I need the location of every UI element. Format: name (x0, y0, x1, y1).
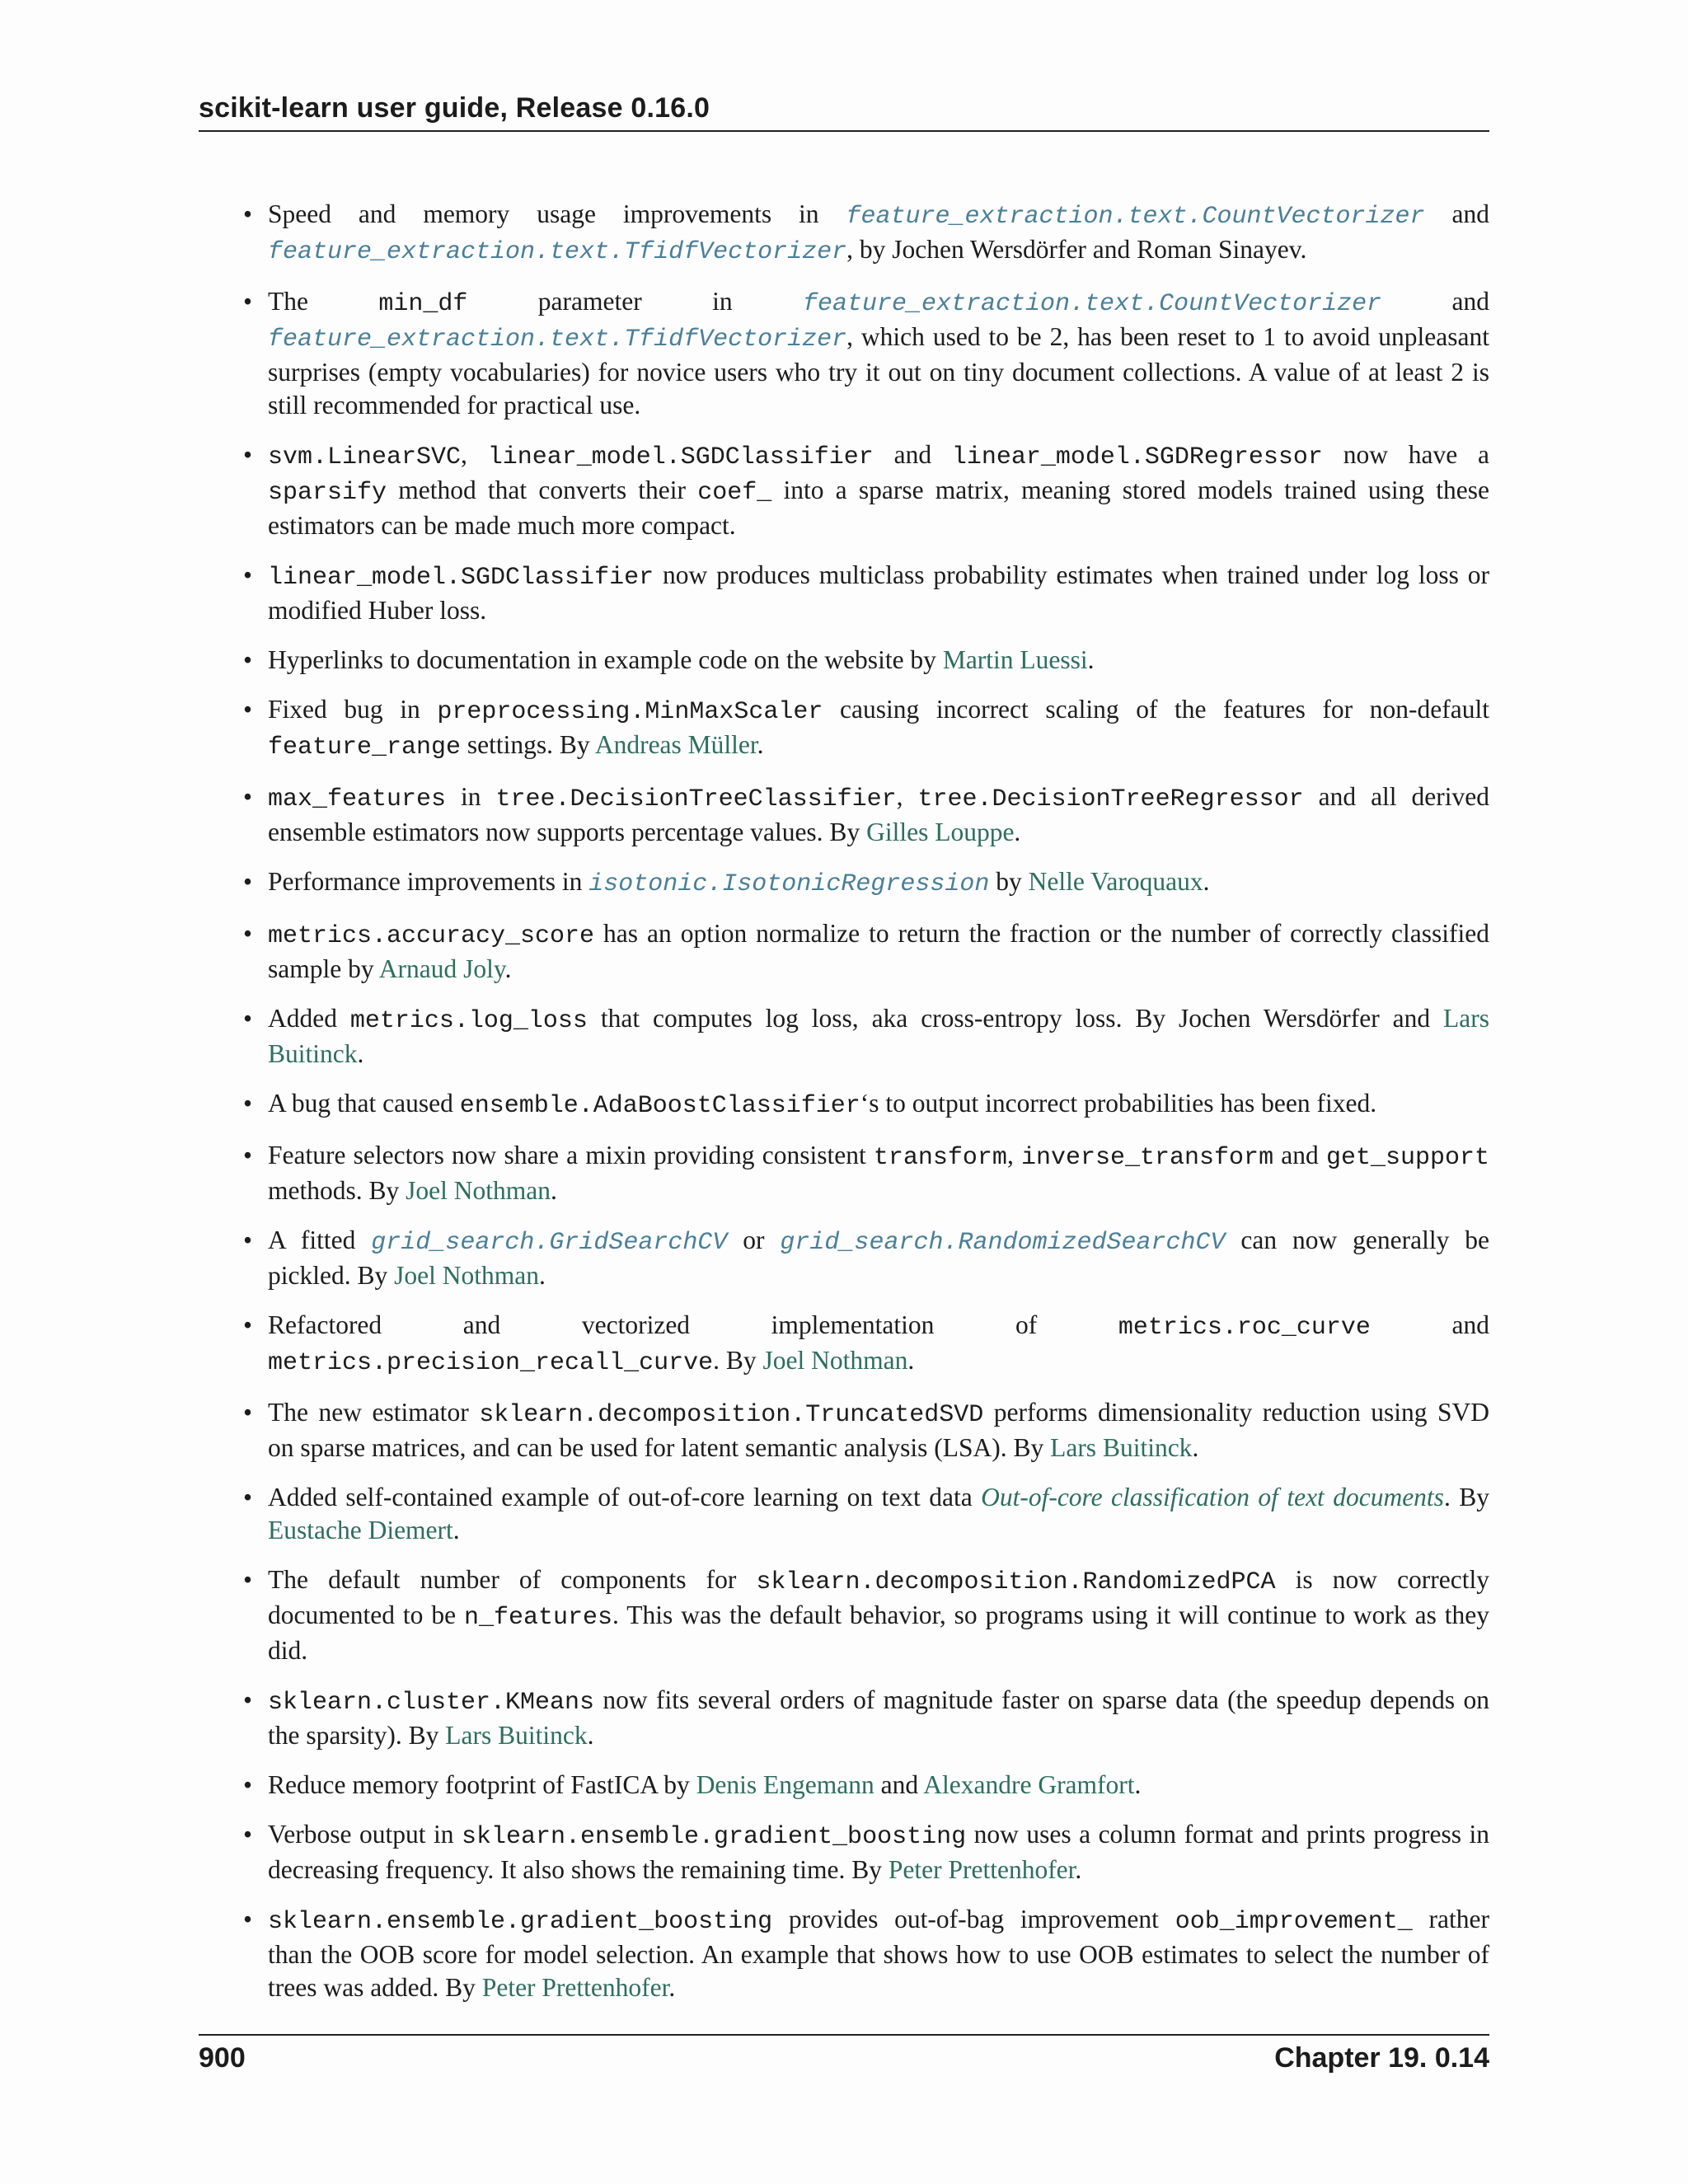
body-text: settings. By (461, 730, 595, 759)
bullet-marker: • (243, 919, 253, 948)
bullet-marker: • (243, 1905, 253, 1933)
api-reference-link[interactable]: feature_extraction.text.TfidfVectorizer (268, 238, 847, 266)
bullet-marker: • (243, 287, 253, 316)
body-text: Fixed bug in (268, 695, 438, 724)
code-literal: linear_model.SGDRegressor (951, 443, 1323, 471)
bullet-marker: • (243, 1483, 253, 1511)
api-reference-link[interactable]: grid_search.GridSearchCV (371, 1229, 728, 1257)
body-text: Speed and memory usage improvements in (268, 199, 846, 228)
body-text: and (873, 440, 952, 469)
body-text: . (668, 1973, 676, 2002)
code-literal: transform (873, 1144, 1007, 1172)
body-text: methods. By (268, 1176, 406, 1205)
body-text: , (461, 440, 488, 469)
body-text: . (538, 1261, 546, 1290)
bullet-marker: • (243, 1398, 253, 1427)
code-literal: metrics.roc_curve (1118, 1314, 1371, 1342)
body-text: Hyperlinks to documentation in example code on the website by (268, 645, 943, 674)
changelog-item (243, 1224, 1489, 1292)
body-text: . (551, 1176, 557, 1205)
code-literal: sklearn.decomposition.TruncatedSVD (479, 1401, 984, 1429)
author-link[interactable]: Denis Engemann (696, 1770, 874, 1799)
body-text: has an option normalize to return the fraction or the number of correctly classified sample by (268, 919, 1489, 983)
body-text: and (874, 1770, 924, 1799)
page-footer (199, 2042, 1489, 2074)
changelog-item (243, 780, 1489, 849)
changelog-item (243, 559, 1489, 627)
bullet-marker: • (243, 1310, 253, 1339)
body-text: now uses a column format and prints progress in decreasing frequency. It also shows the remaining time. By (268, 1820, 1489, 1884)
author-link[interactable]: Andreas Müller (594, 730, 757, 759)
changelog-item (243, 693, 1489, 764)
changelog-item (243, 1684, 1489, 1752)
api-reference-link[interactable]: grid_search.RandomizedSearchCV (780, 1229, 1226, 1257)
code-literal: sklearn.decomposition.RandomizedPCA (756, 1568, 1276, 1596)
code-literal: max_features (268, 785, 447, 813)
author-link[interactable]: Lars Buitinck (268, 1004, 1489, 1068)
author-link[interactable]: Peter Prettenhofer (888, 1855, 1076, 1884)
code-literal: metrics.accuracy_score (268, 922, 595, 950)
body-text: rather than the OOB score for model selection. An example that shows how to use OOB estimates to select the number of trees was added. By (268, 1905, 1489, 2002)
author-link[interactable]: Joel Nothman (394, 1261, 539, 1290)
code-literal: sparsify (268, 479, 387, 507)
body-text: and (1424, 199, 1489, 228)
body-text: and (1273, 1141, 1326, 1169)
author-link[interactable]: Peter Prettenhofer (481, 1973, 669, 2002)
body-text: now fits several orders of magnitude faster on sparse data (the speedup depends on the sparsity). By (268, 1685, 1489, 1750)
body-text: . (907, 1346, 915, 1375)
body-text: , (896, 782, 918, 811)
api-reference-link[interactable]: feature_extraction.text.CountVectorizer (846, 203, 1425, 231)
author-link[interactable]: Martin Luessi (942, 645, 1088, 674)
body-text: A bug that caused (268, 1089, 460, 1118)
author-link[interactable]: Arnaud Joly (378, 954, 505, 983)
changelog-item (243, 438, 1490, 542)
body-text: . (452, 1516, 460, 1544)
code-literal: tree.DecisionTreeRegressor (917, 785, 1304, 813)
example-link[interactable]: Out-of-core classification of text documents (981, 1483, 1444, 1511)
changelog-item (243, 1396, 1489, 1465)
changelog-item (243, 1002, 1489, 1071)
body-text: and (1381, 287, 1489, 316)
body-text: can now generally be pickled. By (268, 1226, 1489, 1290)
code-literal: sklearn.ensemble.gradient_boosting (461, 1823, 967, 1851)
body-text: , by Jochen Wersdörfer and Roman Sinayev. (846, 235, 1307, 264)
footer-rule (199, 2034, 1489, 2036)
author-link[interactable]: Lars Buitinck (445, 1721, 588, 1750)
author-link[interactable]: Joel Nothman (406, 1176, 551, 1205)
code-literal: oob_improvement_ (1175, 1908, 1413, 1936)
body-text: The new estimator (268, 1398, 480, 1427)
body-text: that computes log loss, aka cross-entropy loss. By Jochen Wersdörfer and (587, 1004, 1444, 1033)
body-text: and all derived ensemble estimators now supports percentage values. By (268, 782, 1489, 846)
code-literal: coef_ (697, 479, 772, 507)
bullet-marker: • (243, 1820, 253, 1849)
changelog-item (243, 1139, 1489, 1207)
changelog-item (243, 198, 1489, 269)
body-text: provides out-of-bag improvement (772, 1905, 1175, 1933)
bullet-marker: • (243, 199, 253, 228)
author-link[interactable]: Joel Nothman (762, 1346, 908, 1375)
body-text: , (1006, 1141, 1022, 1169)
bullet-marker: • (243, 1226, 253, 1254)
bullet-marker: • (243, 1770, 253, 1799)
body-text: ‘s to output incorrect probabilities has been fixed. (860, 1089, 1377, 1118)
body-text: causing incorrect scaling of the features for non-default (823, 695, 1489, 724)
body-text: by (989, 867, 1029, 896)
body-text: . (1134, 1770, 1142, 1799)
body-text: and (1370, 1310, 1490, 1339)
bullet-marker: • (243, 1565, 253, 1594)
body-text: Verbose output in (268, 1820, 462, 1849)
changelog-item (243, 285, 1489, 422)
api-reference-link[interactable]: isotonic.IsotonicRegression (588, 870, 990, 898)
changelog-item (243, 644, 1489, 677)
code-literal: metrics.precision_recall_curve (268, 1349, 714, 1377)
body-text: The (268, 287, 379, 316)
body-text: . (1014, 818, 1021, 846)
code-literal: tree.DecisionTreeClassifier (495, 785, 897, 813)
code-literal: min_df (378, 290, 468, 318)
api-reference-link[interactable]: feature_extraction.text.CountVectorizer (803, 290, 1382, 318)
running-header: scikit-learn user guide, Release 0.16.0 (199, 92, 710, 124)
author-link[interactable]: Eustache Diemert (268, 1516, 453, 1544)
bullet-marker: • (243, 1141, 253, 1169)
bullet-marker: • (243, 695, 253, 724)
chapter-label: Chapter 19. 0.14 (1274, 2042, 1489, 2074)
body-text: into a sparse matrix, meaning stored models trained using these estimators can be made much more compact. (268, 476, 1490, 540)
code-literal: preprocessing.MinMaxScaler (437, 698, 823, 726)
body-text: Added self-contained example of out-of-core learning on text data (268, 1483, 982, 1511)
author-link[interactable]: Gilles Louppe (866, 818, 1015, 846)
changelog-item (243, 1087, 1489, 1122)
body-text: The default number of components for (268, 1565, 757, 1594)
body-text: . (1075, 1855, 1082, 1884)
body-text: . (1203, 867, 1210, 896)
code-literal: sklearn.ensemble.gradient_boosting (268, 1908, 773, 1936)
code-literal: svm.LinearSVC (268, 443, 462, 471)
body-text: Reduce memory footprint of FastICA by (268, 1770, 696, 1799)
code-literal: linear_model.SGDClassifier (268, 564, 654, 592)
body-text: . (1087, 645, 1095, 674)
changelog-item (243, 1563, 1489, 1667)
body-text: . (587, 1721, 594, 1750)
code-literal: linear_model.SGDClassifier (487, 443, 874, 471)
body-text: , which used to be 2, has been reset to 1 to avoid unpleasant surprises (empty vocabularies) for novice users who try it out on tiny document collections. A value of at least 2 is still recommended for practical use. (268, 322, 1489, 419)
author-link[interactable]: Nelle Varoquaux (1028, 867, 1203, 896)
body-text: A fitted (268, 1226, 372, 1254)
bullet-marker: • (243, 1685, 253, 1714)
body-text: method that converts their (387, 476, 698, 504)
body-text: . (757, 730, 764, 759)
body-text: in (446, 782, 496, 811)
changelog-item (243, 1903, 1489, 2004)
changelog-item (243, 865, 1489, 901)
code-literal: n_features (463, 1604, 613, 1632)
body-text: Refactored and vectorized implementation of (268, 1310, 1118, 1339)
body-text: now produces multiclass probability estimates when trained under log loss or modified Huber loss. (268, 560, 1489, 625)
changelog-item (243, 1818, 1489, 1886)
body-text: . (357, 1039, 364, 1068)
body-text: now have a (1322, 440, 1489, 469)
body-text: . (504, 954, 512, 983)
body-text: . This was the default behavior, so programs using it will continue to work as they did. (268, 1601, 1489, 1665)
changelog-list (243, 198, 1490, 2021)
body-text: parameter in (467, 287, 803, 316)
body-text: . By (713, 1346, 763, 1375)
bullet-marker: • (243, 782, 253, 811)
body-text: . By (1443, 1483, 1489, 1511)
api-reference-link[interactable]: feature_extraction.text.TfidfVectorizer (268, 326, 847, 354)
code-literal: metrics.log_loss (349, 1007, 588, 1035)
author-link[interactable]: Alexandre Gramfort (923, 1770, 1135, 1799)
body-text: . (1192, 1433, 1199, 1462)
changelog-item (243, 917, 1489, 986)
changelog-item (243, 1769, 1489, 1802)
body-text: performs dimensionality reduction using SVD on sparse matrices, and can be used for latent semantic analysis (LSA). By (268, 1398, 1489, 1462)
changelog-item (243, 1309, 1490, 1380)
body-text: Performance improvements in (268, 867, 589, 896)
body-text: is now correctly documented to be (268, 1565, 1489, 1629)
author-link[interactable]: Lars Buitinck (1050, 1433, 1193, 1462)
page-number: 900 (199, 2042, 246, 2074)
body-text: Added (268, 1004, 350, 1033)
bullet-marker: • (243, 1004, 253, 1033)
code-literal: ensemble.AdaBoostClassifier (459, 1092, 860, 1120)
bullet-marker: • (243, 440, 253, 469)
code-literal: get_support (1325, 1144, 1489, 1172)
body-text: or (727, 1226, 781, 1254)
bullet-marker: • (243, 867, 253, 896)
code-literal: inverse_transform (1021, 1144, 1274, 1172)
bullet-marker: • (243, 645, 253, 674)
changelog-item (243, 1481, 1489, 1547)
bullet-marker: • (243, 560, 253, 589)
code-literal: feature_range (268, 733, 462, 762)
bullet-marker: • (243, 1089, 253, 1118)
body-text: Feature selectors now share a mixin providing consistent (268, 1141, 874, 1169)
code-literal: sklearn.cluster.KMeans (268, 1689, 595, 1717)
header-rule (199, 130, 1489, 132)
